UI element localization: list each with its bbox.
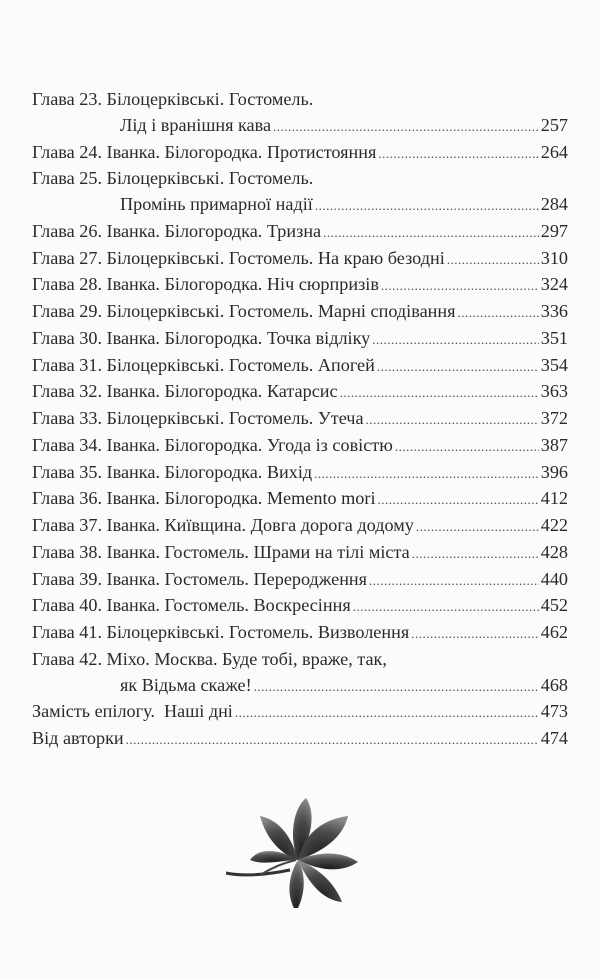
dot-leader [457,300,538,326]
page-number: 372 [540,408,568,428]
entry-title: Замість епілогу. Наші дні [32,701,233,722]
page-number: 412 [540,488,568,509]
page-number: 264 [540,141,568,162]
dot-leader [353,594,539,620]
entry-title: Глава 26. Іванка. Білогородка. Тризна [32,220,322,241]
dot-leader [126,727,539,753]
entry-title: Глава 41. Білоцерківські. Гостомель. Визволення [32,622,410,642]
page-number: 297 [540,220,568,241]
entry-title: Глава 37. Іванка. Київщина. Довга дорога додому [32,515,414,535]
toc-entry-ch35 [32,460,568,487]
page-number: 468 [540,674,568,695]
entry-title: Глава 40. Іванка. Гостомель. Воскресіння [32,595,351,616]
entry-title: Глава 33. Білоцерківські. Гостомель. Утеча [32,408,364,428]
entry-title: Глава 27. Білоцерківські. Гостомель. На краю безодні [32,247,445,268]
table-of-contents [32,87,568,753]
entry-title: Глава 35. Іванка. Білогородка. Вихід [32,461,313,482]
chestnut-leaf-icon [220,778,380,908]
page-number: 351 [540,327,568,348]
page-number: 324 [540,274,568,295]
toc-entry-ch40 [32,593,568,620]
entry-title: як Відьма скаже! [120,674,252,695]
entry-title: Глава 23. Білоцерківські. Гостомель. [32,89,314,109]
page-number: 474 [540,728,568,748]
toc-entry-ch26 [32,219,568,246]
entry-title: Від авторки [32,728,124,748]
toc-entry-ch37 [32,513,568,540]
entry-title: Промінь примарної надії [120,194,313,214]
page-number: 257 [540,114,568,135]
toc-entry-ch25 [32,166,568,192]
page-number: 440 [540,568,568,589]
dot-leader [369,568,539,594]
entry-title: Лід і вранішня кава [120,114,272,135]
dot-leader [378,487,539,513]
toc-entry-ch23 [32,87,568,113]
entry-title: Глава 39. Іванка. Гостомель. Переродження [32,568,368,589]
toc-entry-ch30 [32,326,568,353]
toc-entry-ch34 [32,433,568,460]
toc-entry-ch24 [32,140,568,167]
toc-entry-ch39 [32,567,568,594]
entry-title: Глава 25. Білоцерківські. Гостомель. [32,168,314,189]
toc-entry-ch38 [32,540,568,567]
toc-entry-afterword [32,726,568,753]
toc-entry-epilogue [32,699,568,726]
entry-title: Глава 24. Іванка. Білогородка. Протистояння [32,141,377,162]
page-number: 387 [540,434,568,455]
toc-entry-ch25-cont [32,192,568,219]
toc-entry-ch33 [32,406,568,433]
toc-entry-ch28 [32,272,568,299]
dot-leader [381,273,539,299]
toc-entry-ch42-cont [32,673,568,700]
entry-title: Глава 42. Міхо. Москва. Буде тобі, враже, так, [32,648,387,669]
toc-entry-ch31 [32,353,568,380]
dot-leader [377,354,539,380]
dot-leader [323,220,539,246]
page-number: 284 [540,194,568,214]
dot-leader [235,700,539,726]
page-number: 354 [540,354,568,375]
page-number: 462 [540,622,568,642]
dot-leader [372,327,538,353]
entry-title: Глава 29. Білоцерківські. Гостомель. Марні сподівання [32,301,456,321]
dot-leader [412,541,539,567]
entry-title: Глава 30. Іванка. Білогородка. Точка відліку [32,327,371,348]
entry-title: Глава 34. Іванка. Білогородка. Угода із совістю [32,434,393,455]
entry-title: Глава 32. Іванка. Білогородка. Катарсис [32,381,338,402]
dot-leader [254,674,539,700]
dot-leader [411,621,539,647]
toc-entry-ch27 [32,246,568,273]
page-number: 396 [540,461,568,482]
toc-entry-ch41 [32,620,568,647]
toc-entry-ch29 [32,299,568,326]
toc-entry-ch42 [32,647,568,673]
page-number: 363 [540,381,568,402]
page-number: 473 [540,701,568,722]
dot-leader [447,247,539,273]
toc-entry-ch32 [32,379,568,406]
toc-entry-ch23-cont [32,113,568,140]
toc-entry-ch36 [32,486,568,513]
page-number: 336 [540,301,568,321]
page-number: 422 [540,515,568,535]
entry-title: Глава 31. Білоцерківські. Гостомель. Апогей [32,354,375,375]
dot-leader [315,193,539,219]
entry-title: Глава 36. Іванка. Білогородка. Memento mori [32,488,376,509]
entry-title: Глава 38. Іванка. Гостомель. Шрами на тілі міста [32,541,410,562]
page-number: 452 [540,595,568,616]
dot-leader [366,407,539,433]
dot-leader [273,114,539,140]
dot-leader [314,461,539,487]
dot-leader [395,434,539,460]
entry-title: Глава 28. Іванка. Білогородка. Ніч сюрпризів [32,274,379,295]
dot-leader [378,141,538,167]
page-number: 310 [540,247,568,268]
dot-leader [416,514,539,540]
page-number: 428 [540,541,568,562]
dot-leader [340,380,539,406]
